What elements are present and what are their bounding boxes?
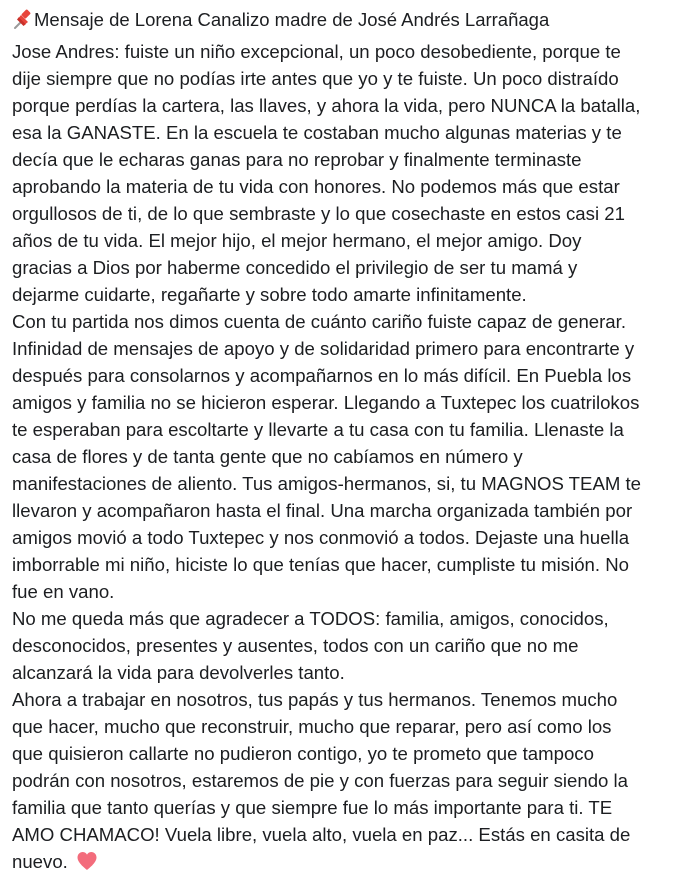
line-text: alcanzará la vida para devolverles tanto. [12, 662, 345, 683]
line-text: dije siempre que no podías irte antes que yo y te fuiste. Un poco distraído [12, 68, 619, 89]
paragraph-line [12, 281, 696, 308]
post-title: Mensaje de Lorena Canalizo madre de José Andrés Larrañaga [34, 9, 550, 30]
post [12, 6, 696, 875]
paragraph-line [12, 578, 696, 605]
paragraph-line [12, 416, 696, 443]
paragraph-line [12, 821, 696, 848]
line-text: porque perdías la cartera, las llaves, y ahora la vida, pero NUNCA la batalla, [12, 95, 641, 116]
paragraph-line [12, 335, 696, 362]
paragraph-line [12, 254, 696, 281]
paragraph-line [12, 659, 696, 686]
line-text: fue en vano. [12, 581, 115, 602]
post-paragraph [12, 308, 696, 605]
paragraph-line [12, 740, 696, 767]
paragraph-line [12, 200, 696, 227]
post-paragraph [12, 38, 696, 308]
line-text: que quisieron callarte no pudieron contigo, yo te prometo que tampoco [12, 743, 594, 764]
paragraph-line [12, 389, 696, 416]
paragraph-line [12, 767, 696, 794]
paragraph-line [12, 65, 696, 92]
line-text: amigos y familia no se hicieron esperar. Llegando a Tuxtepec los cuatrilokos [12, 392, 640, 413]
paragraph-line [12, 794, 696, 821]
line-text: manifestaciones de aliento. Tus amigos-hermanos, si, tu MAGNOS TEAM te [12, 473, 642, 494]
paragraph-line [12, 362, 696, 389]
line-text: te esperaban para escoltarte y llevarte a tu casa con tu familia. Llenaste la [12, 419, 624, 440]
line-text: años de tu vida. El mejor hijo, el mejor hermano, el mejor amigo. Doy [12, 230, 582, 251]
line-text: amigos movió a todo Tuxtepec y nos conmovió a todos. Dejaste una huella [12, 527, 630, 548]
line-text: aprobando la materia de tu vida con honores. No podemos más que estar [12, 176, 620, 197]
paragraph-line [12, 848, 696, 875]
paragraph-line [12, 308, 696, 335]
paragraph-line [12, 173, 696, 200]
line-text: No me queda más que agradecer a TODOS: familia, amigos, conocidos, [12, 608, 609, 629]
paragraph-line [12, 470, 696, 497]
paragraph-line [12, 443, 696, 470]
line-text: podrán con nosotros, estaremos de pie y con fuerzas para seguir siendo la [12, 770, 629, 791]
paragraph-line [12, 119, 696, 146]
post-title-row [12, 6, 696, 34]
line-text: desconocidos, presentes y ausentes, todos con un cariño que no me [12, 635, 579, 656]
paragraph-line [12, 38, 696, 65]
heart-icon [76, 851, 98, 871]
paragraph-line [12, 713, 696, 740]
paragraph-line [12, 497, 696, 524]
line-text: dejarme cuidarte, regañarte y sobre todo amarte infinitamente. [12, 284, 527, 305]
line-text: nuevo. [12, 851, 68, 872]
paragraph-line [12, 551, 696, 578]
line-text: Jose Andres: fuiste un niño excepcional, un poco desobediente, porque te [12, 41, 621, 62]
post-paragraph [12, 686, 696, 875]
paragraph-line [12, 605, 696, 632]
post-body [12, 38, 696, 875]
line-text: decía que le echaras ganas para no reprobar y finalmente terminaste [12, 149, 582, 170]
line-text: esa la GANASTE. En la escuela te costaban mucho algunas materias y te [12, 122, 622, 143]
post-paragraph [12, 605, 696, 686]
line-text: Infinidad de mensajes de apoyo y de solidaridad primero para encontrarte y [12, 338, 635, 359]
line-text: Ahora a trabajar en nosotros, tus papás y tus hermanos. Tenemos mucho [12, 689, 618, 710]
line-text: después para consolarnos y acompañarnos en lo más difícil. En Puebla los [12, 365, 632, 386]
line-text: llevaron y acompañaron hasta el final. Una marcha organizada también por [12, 500, 633, 521]
line-text: imborrable mi niño, hiciste lo que tenías que hacer, cumpliste tu misión. No [12, 554, 629, 575]
paragraph-line [12, 146, 696, 173]
paragraph-line [12, 92, 696, 119]
line-text: orgullosos de ti, de lo que sembraste y lo que cosechaste en estos casi 21 [12, 203, 625, 224]
line-text: familia que tanto querías y que siempre fue lo más importante para ti. TE [12, 797, 613, 818]
line-text: que hacer, mucho que reconstruir, mucho que reparar, pero así como los [12, 716, 612, 737]
pushpin-icon [12, 9, 32, 31]
paragraph-line [12, 686, 696, 713]
paragraph-line [12, 632, 696, 659]
paragraph-line [12, 227, 696, 254]
line-text: casa de flores y de tanta gente que no cabíamos en número y [12, 446, 523, 467]
line-text: Con tu partida nos dimos cuenta de cuánto cariño fuiste capaz de generar. [12, 311, 626, 332]
paragraph-line [12, 524, 696, 551]
line-text: gracias a Dios por haberme concedido el privilegio de ser tu mamá y [12, 257, 578, 278]
line-text: AMO CHAMACO! Vuela libre, vuela alto, vuela en paz... Estás en casita de [12, 824, 631, 845]
